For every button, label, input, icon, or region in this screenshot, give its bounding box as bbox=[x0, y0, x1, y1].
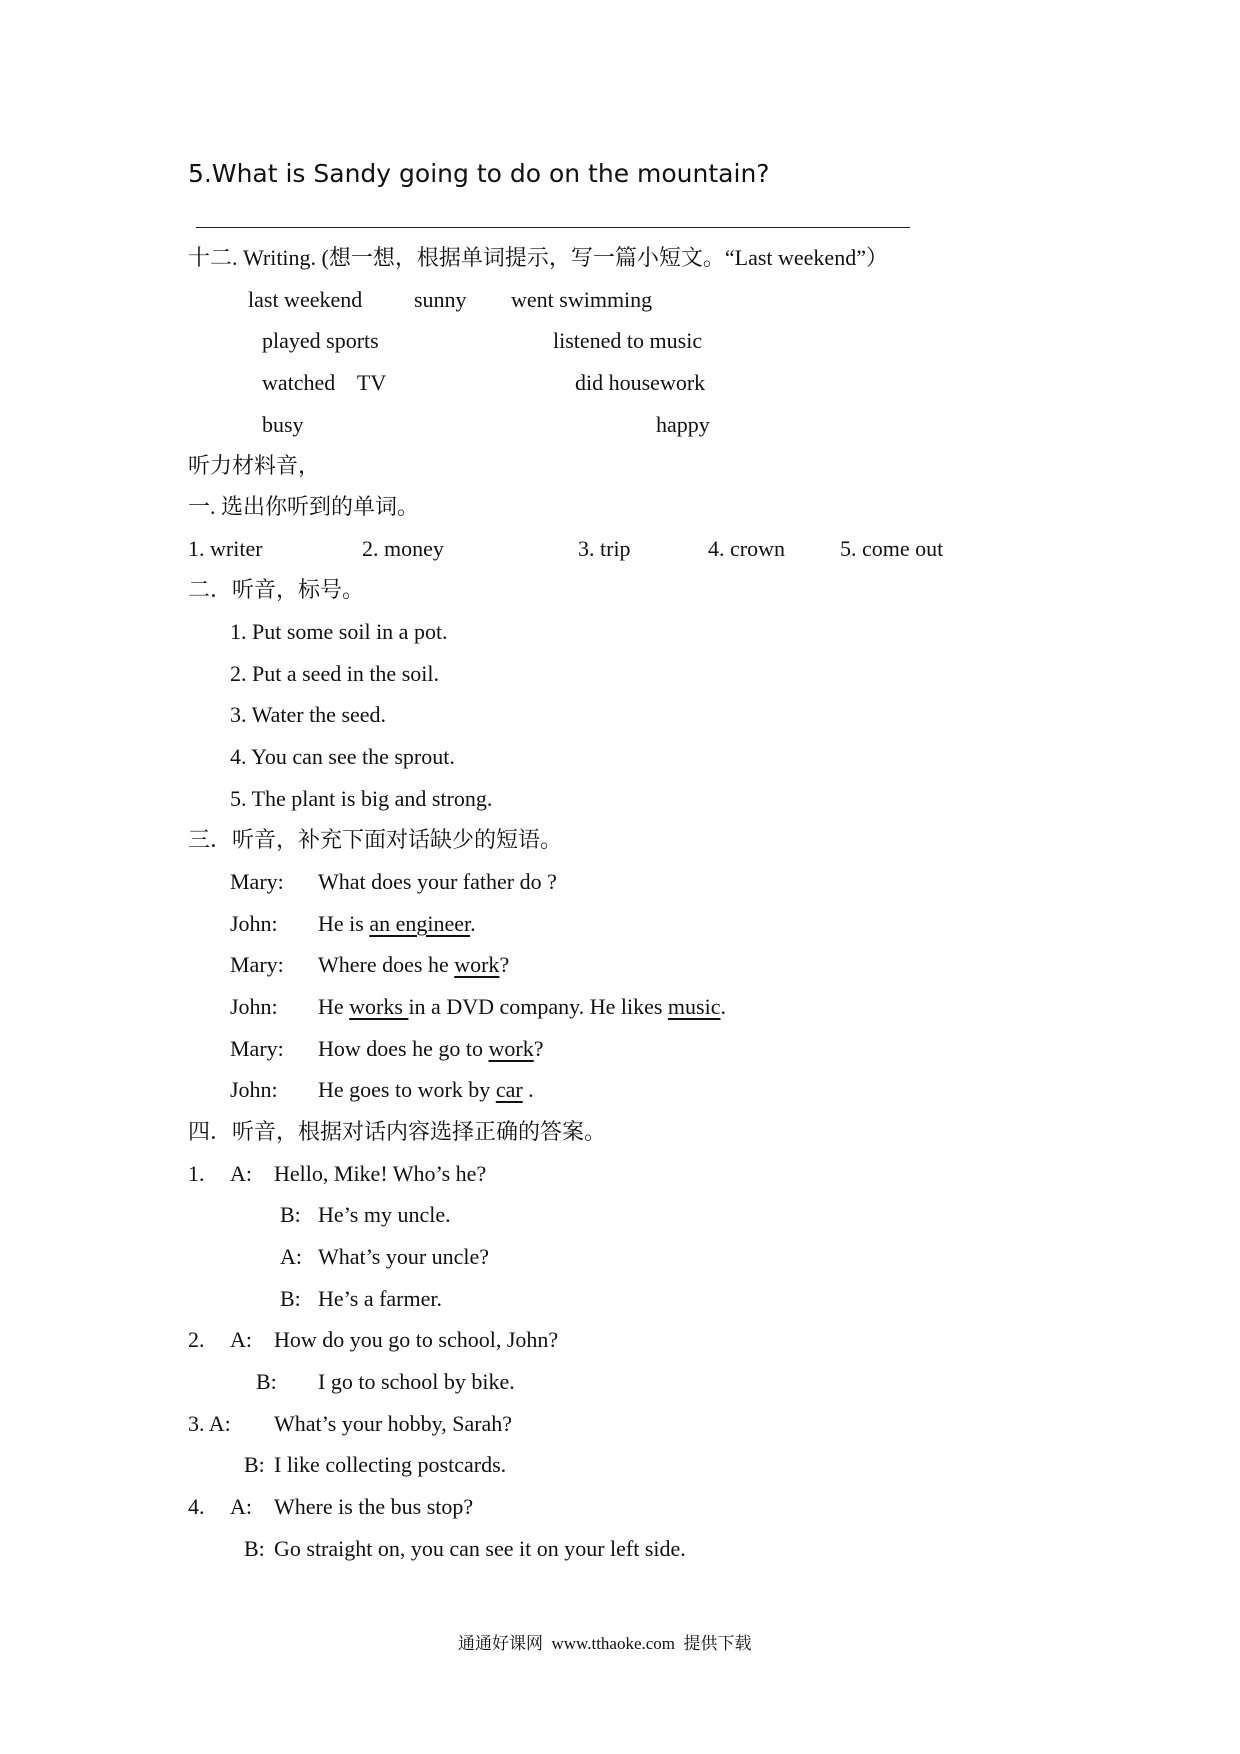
question-5: 5.What is Sandy going to do on the mountain? bbox=[188, 159, 770, 188]
list-item: 3. Water the seed. bbox=[230, 702, 387, 727]
dialog-line: I go to school by bike. bbox=[318, 1369, 515, 1394]
dialog-speaker: B: bbox=[280, 1202, 301, 1227]
dialog-speaker: A: bbox=[230, 1161, 252, 1186]
dialog-line: I like collecting postcards. bbox=[274, 1452, 507, 1477]
hint-word: busy bbox=[262, 412, 304, 437]
dialog-line: How do you go to school, John? bbox=[274, 1327, 559, 1352]
page-footer: 通通好课网 www.tthaoke.com 提供下载 bbox=[458, 1634, 752, 1653]
dialog-line: He goes to work by car . bbox=[318, 1077, 534, 1102]
dialog-line: He’s a farmer. bbox=[318, 1286, 442, 1311]
list-item: 2. Put a seed in the soil. bbox=[230, 661, 439, 686]
hint-word: listened to music bbox=[553, 328, 703, 353]
hint-word: happy bbox=[656, 412, 710, 437]
dialog-line: What does your father do ? bbox=[318, 869, 557, 894]
hint-word: did housework bbox=[575, 370, 706, 395]
dialog-line: Go straight on, you can see it on your left side. bbox=[274, 1536, 686, 1561]
word-item: 5. come out bbox=[840, 536, 944, 561]
dialog-speaker: John: bbox=[230, 1077, 278, 1102]
dialog-line: Where is the bus stop? bbox=[274, 1494, 474, 1519]
dialog-speaker: Mary: bbox=[230, 869, 284, 894]
dialog-label: 3. A: bbox=[188, 1411, 231, 1436]
part2-heading: 二．听音，标号。 bbox=[188, 577, 365, 602]
word-item: 4. crown bbox=[708, 536, 785, 561]
part3-heading: 三．听音，补充下面对话缺少的短语。 bbox=[188, 827, 563, 852]
dialog-speaker: A: bbox=[230, 1327, 252, 1352]
part1-heading: 一. 选出你听到的单词。 bbox=[188, 494, 420, 519]
list-item: 4. You can see the sprout. bbox=[230, 744, 455, 769]
answer-line bbox=[196, 227, 910, 228]
dialog-line: How does he go to work? bbox=[318, 1036, 544, 1061]
dialog-line: What’s your hobby, Sarah? bbox=[274, 1411, 513, 1436]
dialog-line: He’s my uncle. bbox=[318, 1202, 451, 1227]
dialog-speaker: B: bbox=[244, 1536, 265, 1561]
part4-heading: 四．听音，根据对话内容选择正确的答案。 bbox=[188, 1119, 607, 1144]
word-item: 1. writer bbox=[188, 536, 263, 561]
dialog-label: 4. bbox=[188, 1494, 205, 1519]
dialog-speaker: Mary: bbox=[230, 952, 284, 977]
hint-word: sunny bbox=[414, 287, 467, 312]
dialog-speaker: A: bbox=[280, 1244, 302, 1269]
hint-word: went swimming bbox=[511, 287, 653, 312]
list-item: 1. Put some soil in a pot. bbox=[230, 619, 448, 644]
dialog-speaker: John: bbox=[230, 911, 278, 936]
word-item: 3. trip bbox=[578, 536, 631, 561]
hint-word: played sports bbox=[262, 328, 379, 353]
dialog-line: He works in a DVD company. He likes music. bbox=[318, 994, 726, 1019]
dialog-line: Hello, Mike! Who’s he? bbox=[274, 1161, 487, 1186]
dialog-speaker: B: bbox=[256, 1369, 277, 1394]
hint-word: watched TV bbox=[262, 370, 387, 395]
listening-title: 听力材料音， bbox=[188, 453, 321, 478]
dialog-speaker: A: bbox=[230, 1494, 252, 1519]
dialog-speaker: B: bbox=[280, 1286, 301, 1311]
dialog-speaker: B: bbox=[244, 1452, 265, 1477]
word-item: 2. money bbox=[362, 536, 444, 561]
dialog-speaker: John: bbox=[230, 994, 278, 1019]
dialog-label: 1. bbox=[188, 1161, 205, 1186]
list-item: 5. The plant is big and strong. bbox=[230, 786, 493, 811]
dialog-line: Where does he work? bbox=[318, 952, 510, 977]
hint-word: last weekend bbox=[248, 287, 363, 312]
writing-heading: 十二. Writing. (想一想，根据单词提示，写一篇小短文。“Last weekend”） bbox=[188, 245, 888, 270]
dialog-label: 2. bbox=[188, 1327, 205, 1352]
dialog-line: He is an engineer. bbox=[318, 911, 476, 936]
dialog-line: What’s your uncle? bbox=[318, 1244, 490, 1269]
dialog-speaker: Mary: bbox=[230, 1036, 284, 1061]
